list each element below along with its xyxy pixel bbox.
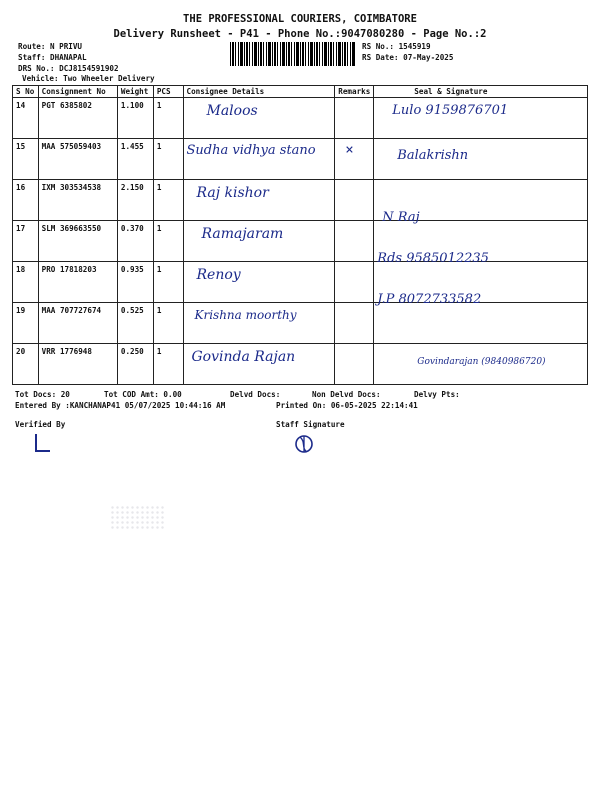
col-remarks: Remarks [335, 86, 374, 98]
row-remarks: × [335, 139, 374, 180]
verifier-signature [30, 432, 55, 457]
table-row [13, 98, 588, 139]
row-sno: 19 [13, 303, 39, 344]
row-sno: 16 [13, 180, 39, 221]
total-cod-amount: Tot COD Amt: 0.00 [104, 390, 182, 399]
row-pcs: 1 [153, 139, 183, 180]
non-delivered-docs: Non Delvd Docs: [312, 390, 381, 399]
row-seal [374, 292, 588, 344]
route-label: Route: N PRIVU [18, 42, 83, 51]
rs-date: RS Date: 07-May-2025 [362, 53, 454, 62]
signature-handwriting: Balakrishn [397, 148, 469, 163]
row-consignment: VRR 1776948 [38, 344, 117, 385]
row-pcs: 1 [153, 344, 183, 385]
verified-by-label: Verified By [15, 420, 66, 429]
signature-handwriting: Lulo 9159876701 [392, 103, 509, 118]
entered-by: Entered By :KANCHANAP41 05/07/2025 10:44:16 AM [15, 401, 226, 410]
row-sno: 18 [13, 262, 39, 303]
signature-handwriting: Rds 9585012235 [377, 251, 489, 266]
company-title: THE PROFESSIONAL COURIERS, COIMBATORE [183, 13, 417, 25]
barcode [230, 42, 355, 66]
row-sno: 20 [13, 344, 39, 385]
col-sno: S No [13, 86, 39, 98]
row-pcs: 1 [153, 262, 183, 303]
row-pcs: 1 [153, 303, 183, 344]
staff-signature [292, 432, 317, 457]
row-consignment: MAA 575059403 [38, 139, 117, 180]
row-consignee [183, 139, 335, 180]
row-consignee [183, 98, 335, 139]
table-row [13, 303, 588, 344]
delivered-docs: Delvd Docs: [230, 390, 281, 399]
consignee-handwriting: Govinda Rajan [191, 349, 296, 365]
row-seal [374, 344, 588, 385]
col-weight: Weight [117, 86, 153, 98]
col-consignee: Consignee Details [183, 86, 335, 98]
runsheet-table [12, 85, 588, 385]
consignee-handwriting: Ramajaram [201, 226, 284, 242]
printed-on: Printed On: 06-05-2025 22:14:41 [276, 401, 418, 410]
row-sno: 17 [13, 221, 39, 262]
consignee-handwriting: Krishna moorthy [194, 308, 297, 322]
row-remarks [335, 221, 374, 262]
row-remarks [335, 262, 374, 303]
row-weight: 0.935 [117, 262, 153, 303]
rs-number: RS No.: 1545919 [362, 42, 431, 51]
total-docs: Tot Docs: 20 [15, 390, 70, 399]
consignee-handwriting: Raj kishor [196, 185, 269, 201]
row-sno: 15 [13, 139, 39, 180]
row-seal [374, 139, 588, 180]
row-consignment: PRO 17818203 [38, 262, 117, 303]
row-consignee [183, 303, 335, 344]
table-header-row [13, 86, 588, 98]
row-remarks [335, 303, 374, 344]
signature-handwriting: N Raj [382, 210, 420, 225]
vehicle-label: Vehicle: Two Wheeler Delivery [22, 74, 155, 83]
staff-label: Staff: DHANAPAL [18, 53, 87, 62]
signature-handwriting: Govindarajan (9840986720) [417, 357, 546, 367]
table-row [13, 139, 588, 180]
row-pcs: 1 [153, 180, 183, 221]
row-weight: 1.100 [117, 98, 153, 139]
col-pcs: PCS [153, 86, 183, 98]
paper-smudge [110, 505, 165, 530]
consignee-handwriting: Renoy [196, 267, 241, 283]
drs-number: DRS No.: DCJ8154591902 [18, 64, 119, 73]
row-consignment: MAA 707727674 [38, 303, 117, 344]
row-consignee [183, 344, 335, 385]
row-weight: 0.370 [117, 221, 153, 262]
row-pcs: 1 [153, 98, 183, 139]
consignee-handwriting: Maloos [206, 103, 258, 119]
row-weight: 1.455 [117, 139, 153, 180]
row-consignee [183, 221, 335, 262]
staff-signature-label: Staff Signature [276, 420, 345, 429]
row-weight: 2.150 [117, 180, 153, 221]
row-consignment: PGT 6385802 [38, 98, 117, 139]
row-weight: 0.250 [117, 344, 153, 385]
row-remarks [335, 98, 374, 139]
col-seal: Seal & Signature [374, 86, 588, 98]
row-sno: 14 [13, 98, 39, 139]
signature-handwriting: J.P 8072733582 [377, 292, 482, 307]
row-remarks [335, 180, 374, 221]
row-consignment: SLM 369663550 [38, 221, 117, 262]
row-consignment: IXM 303534538 [38, 180, 117, 221]
row-seal [374, 98, 588, 139]
table-row [13, 344, 588, 385]
row-weight: 0.525 [117, 303, 153, 344]
consignee-handwriting: Sudha vidhya stano [186, 143, 316, 158]
row-consignee [183, 262, 335, 303]
runsheet-subtitle: Delivery Runsheet - P41 - Phone No.:9047080280 - Page No.:2 [113, 28, 487, 40]
row-pcs: 1 [153, 221, 183, 262]
row-remarks [335, 344, 374, 385]
row-consignee [183, 180, 335, 221]
delivery-points: Delvy Pts: [414, 390, 460, 399]
col-consignment: Consignment No [38, 86, 117, 98]
